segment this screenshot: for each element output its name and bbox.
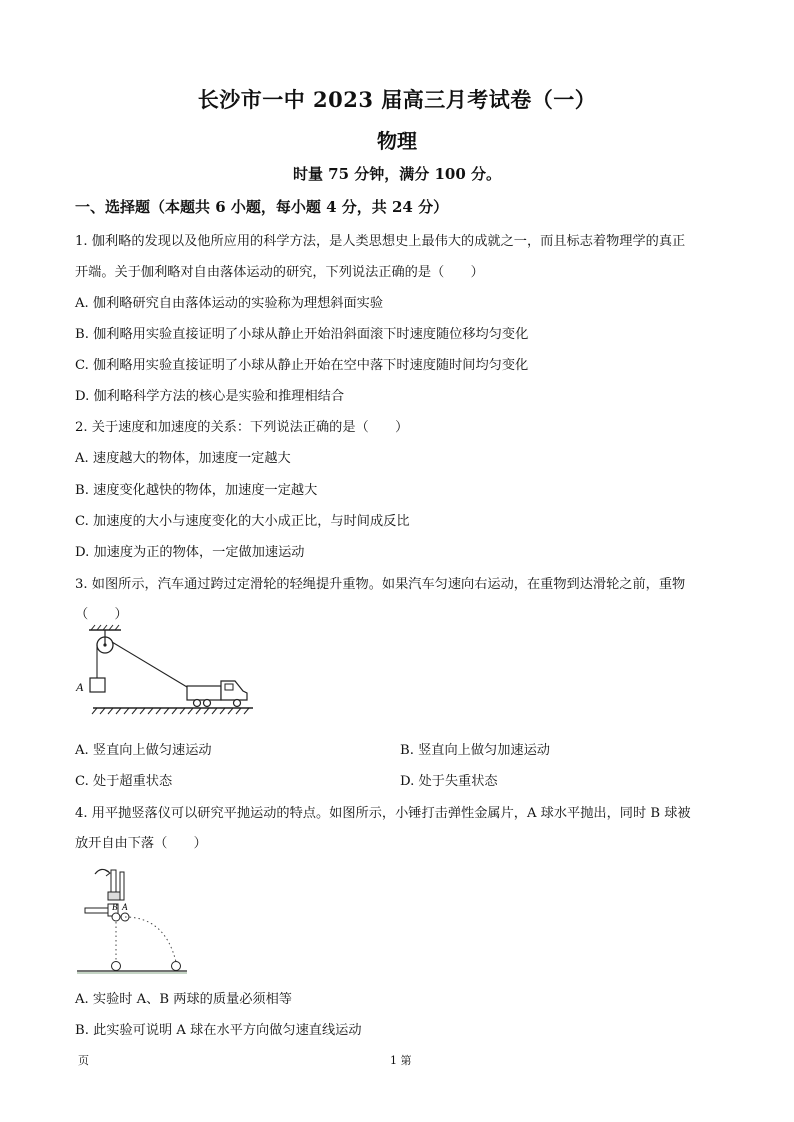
- q1-option-d: D. 伽利略科学方法的核心是实验和推理相结合: [75, 389, 345, 404]
- ball-a-label: A: [122, 902, 128, 912]
- q2-stem: 2. 关于速度和加速度的关系：下列说法正确的是（ ）: [75, 420, 409, 435]
- q2-option-d: D. 加速度为正的物体，一定做加速运动: [75, 545, 305, 560]
- subject-title: 物理: [377, 129, 417, 153]
- page-number: 1 第: [390, 1054, 412, 1067]
- q4-option-a: A. 实验时 A、B 两球的质量必须相等: [75, 992, 292, 1007]
- q4-stem-line1: 4. 用平抛竖落仪可以研究平抛运动的特点。如图所示，小锤打击弹性金属片，A 球水平抛出，同时 B 球被: [75, 806, 691, 821]
- time-note: 时量 75 分钟，满分 100 分。: [292, 165, 502, 183]
- q1-option-a: A. 伽利略研究自由落体运动的实验称为理想斜面实验: [75, 296, 384, 311]
- q3-option-d: D. 处于失重状态: [400, 774, 498, 789]
- q2-option-b: B. 速度变化越快的物体，加速度一定越大: [75, 483, 318, 498]
- q1-option-c: C. 伽利略用实验直接证明了小球从静止开始在空中落下时速度随时间均匀变化: [75, 358, 529, 373]
- section-heading: 一、选择题（本题共 6 小题，每小题 4 分，共 24 分）: [75, 198, 449, 216]
- q3-stem-line2: （ ）: [75, 607, 128, 622]
- q3-stem-line1: 3. 如图所示，汽车通过跨过定滑轮的轻绳提升重物。如果汽车匀速向右运动，在重物到达滑轮之前，重物: [75, 577, 686, 592]
- pulley-truck-diagram: [75, 625, 255, 720]
- projectile-apparatus-diagram: [75, 862, 190, 980]
- footer-left: 页: [78, 1054, 89, 1067]
- q4-stem-line2: 放开自由下落（ ）: [75, 836, 207, 851]
- q3-option-a: A. 竖直向上做匀速运动: [75, 743, 212, 758]
- q2-option-c: C. 加速度的大小与速度变化的大小成正比，与时间成反比: [75, 514, 410, 529]
- q1-option-b: B. 伽利略用实验直接证明了小球从静止开始沿斜面滚下时速度随位移均匀变化: [75, 327, 529, 342]
- q1-stem-line1: 1. 伽利略的发现以及他所应用的科学方法，是人类思想史上最伟大的成就之一，而且标志着物理学的真正: [75, 234, 686, 249]
- mass-label: A: [76, 680, 84, 694]
- q1-stem-line2: 开端。关于伽利略对自由落体运动的研究，下列说法正确的是（ ）: [75, 265, 484, 280]
- q3-option-c: C. 处于超重状态: [75, 774, 173, 789]
- page-title: 长沙市一中 2023 届高三月考试卷（一）: [197, 87, 597, 112]
- q3-option-b: B. 竖直向上做匀加速运动: [400, 743, 550, 758]
- q4-option-b: B. 此实验可说明 A 球在水平方向做匀速直线运动: [75, 1023, 362, 1038]
- q2-option-a: A. 速度越大的物体，加速度一定越大: [75, 451, 291, 466]
- ball-b-label: B: [112, 902, 118, 912]
